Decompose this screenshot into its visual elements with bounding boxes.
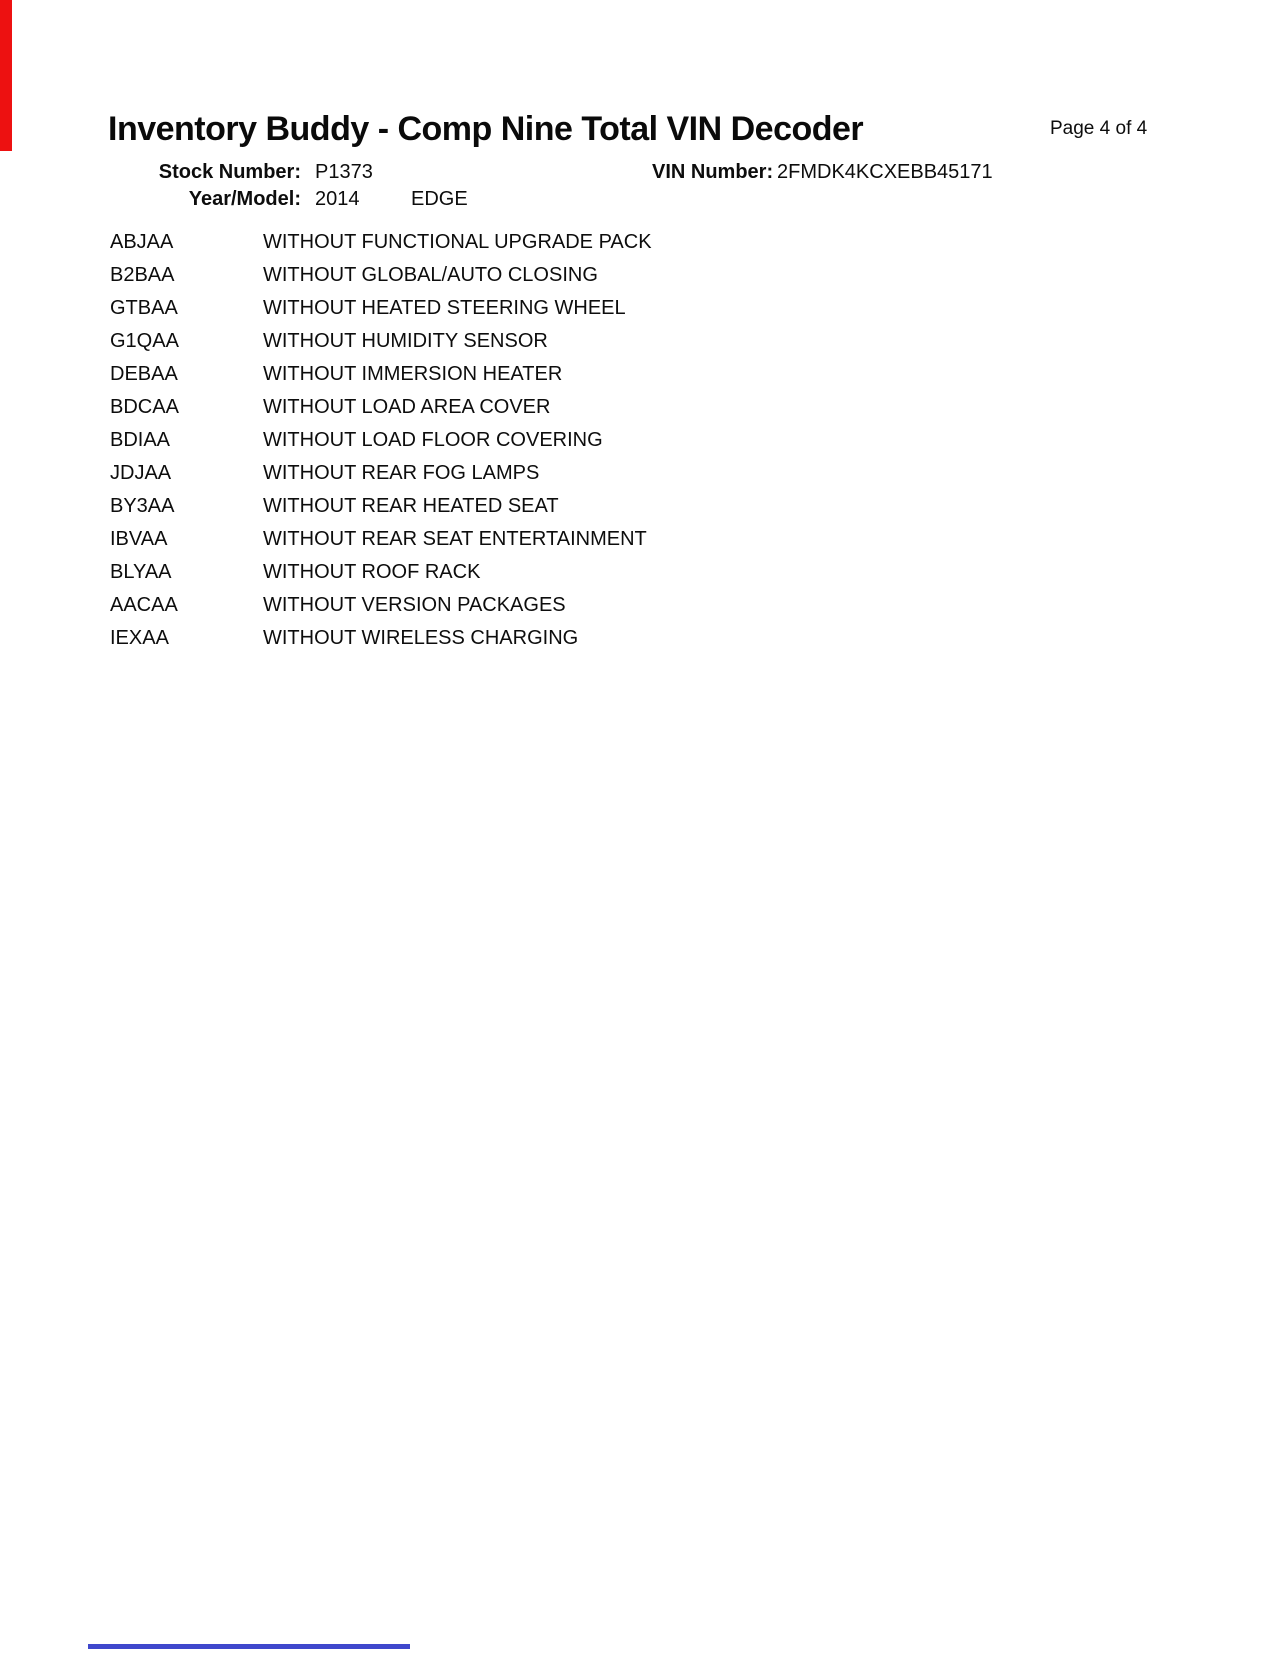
- option-row: [110, 622, 1010, 655]
- option-description: WITHOUT HUMIDITY SENSOR: [263, 330, 548, 352]
- option-row: [110, 391, 1010, 424]
- option-description: WITHOUT LOAD AREA COVER: [263, 396, 551, 418]
- model-value: EDGE: [411, 188, 468, 210]
- option-description: WITHOUT HEATED STEERING WHEEL: [263, 297, 626, 319]
- option-code: ABJAA: [110, 231, 174, 253]
- option-description: WITHOUT IMMERSION HEATER: [263, 363, 563, 385]
- option-description: WITHOUT REAR SEAT ENTERTAINMENT: [263, 528, 647, 550]
- scan-artifact-blue-line: [88, 1644, 410, 1649]
- option-row: [110, 457, 1010, 490]
- option-code: B2BAA: [110, 264, 175, 286]
- option-description: WITHOUT WIRELESS CHARGING: [263, 627, 579, 649]
- option-code: AACAA: [110, 594, 178, 616]
- option-code: BLYAA: [110, 561, 172, 583]
- option-row: [110, 226, 1010, 259]
- option-row: [110, 490, 1010, 523]
- option-codes-list: [110, 226, 1010, 655]
- vin-number-label: VIN Number:: [652, 161, 774, 183]
- option-row: [110, 259, 1010, 292]
- page-number-indicator: Page 4 of 4: [1050, 118, 1148, 139]
- option-code: IEXAA: [110, 627, 169, 649]
- option-row: [110, 523, 1010, 556]
- option-code: BDCAA: [110, 396, 179, 418]
- page-title: Inventory Buddy - Comp Nine Total VIN Decoder: [108, 110, 864, 148]
- option-row: [110, 589, 1010, 622]
- stock-number-value: P1373: [315, 161, 373, 183]
- option-row: [110, 325, 1010, 358]
- option-description: WITHOUT REAR HEATED SEAT: [263, 495, 559, 517]
- option-code: DEBAA: [110, 363, 178, 385]
- option-code: BDIAA: [110, 429, 171, 451]
- option-description: WITHOUT ROOF RACK: [263, 561, 481, 583]
- option-row: [110, 424, 1010, 457]
- option-code: BY3AA: [110, 495, 175, 517]
- option-description: WITHOUT LOAD FLOOR COVERING: [263, 429, 603, 451]
- vin-number-value: 2FMDK4KCXEBB45171: [777, 161, 993, 183]
- option-description: WITHOUT VERSION PACKAGES: [263, 594, 566, 616]
- option-row: [110, 556, 1010, 589]
- year-model-label: Year/Model:: [188, 188, 301, 210]
- scan-artifact-red-stripe: [0, 0, 12, 151]
- option-description: WITHOUT GLOBAL/AUTO CLOSING: [263, 264, 598, 286]
- option-code: GTBAA: [110, 297, 178, 319]
- year-value: 2014: [315, 188, 360, 210]
- stock-number-label: Stock Number:: [158, 161, 301, 183]
- option-code: JDJAA: [110, 462, 172, 484]
- option-code: IBVAA: [110, 528, 168, 550]
- option-code: G1QAA: [110, 330, 179, 352]
- option-description: WITHOUT FUNCTIONAL UPGRADE PACK: [263, 231, 652, 253]
- option-row: [110, 292, 1010, 325]
- option-description: WITHOUT REAR FOG LAMPS: [263, 462, 540, 484]
- option-row: [110, 358, 1010, 391]
